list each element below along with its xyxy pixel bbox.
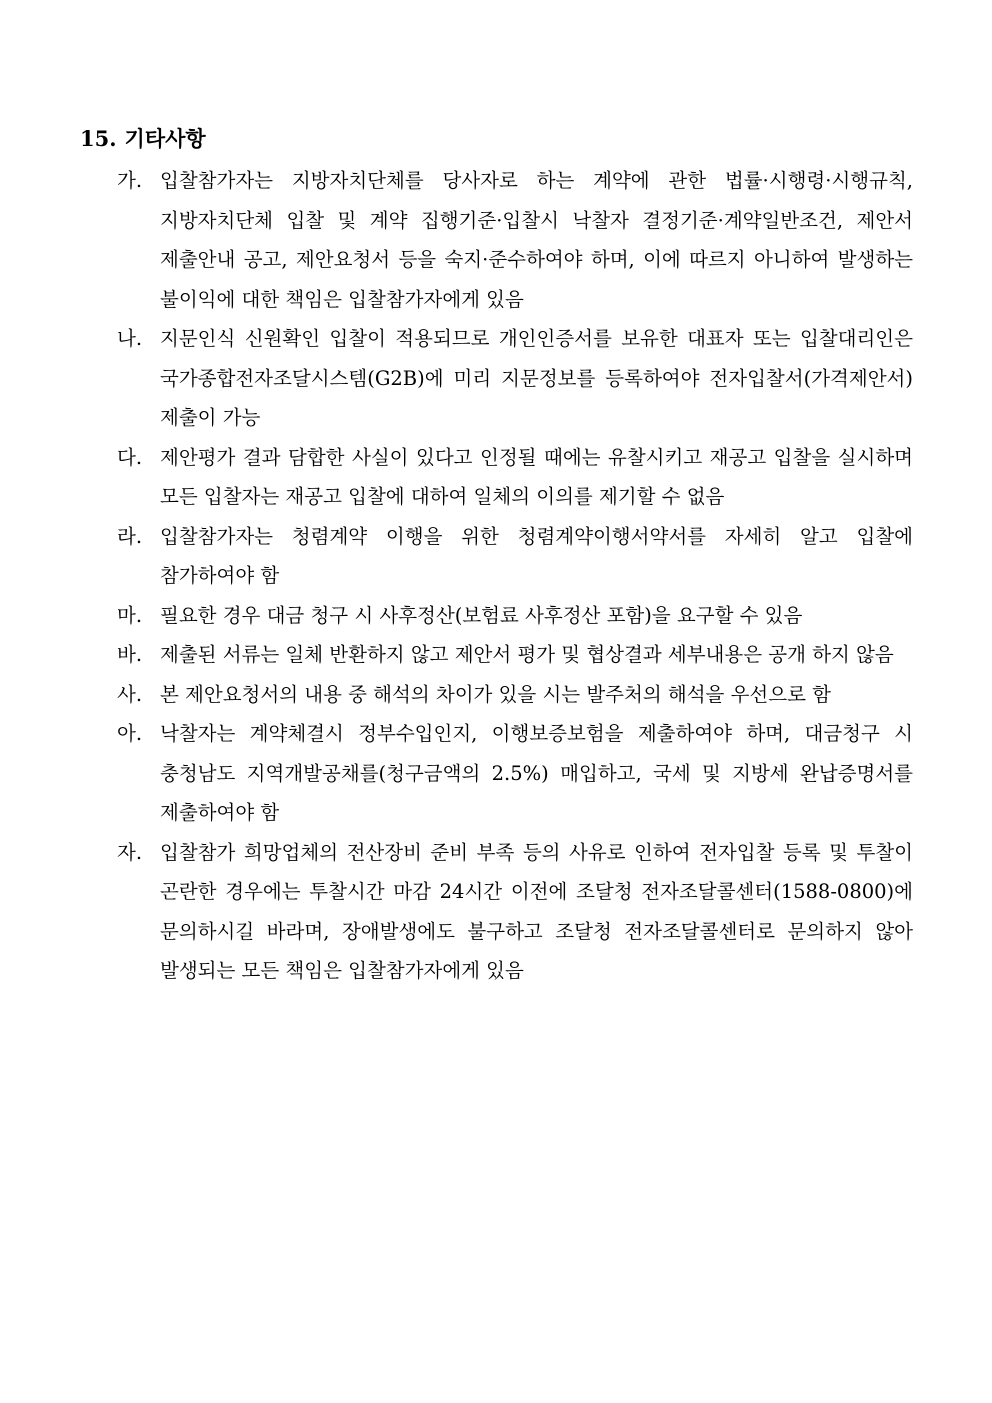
- list-item: [117, 161, 913, 319]
- item-text: 필요한 경우 대금 청구 시 사후정산(보험료 사후정산 포함)을 요구할 수 있음: [160, 603, 803, 627]
- item-text: 입찰참가자는 청렴계약 이행을 위한 청렴계약이행서약서를 자세히 알고 입찰에 참가하여야 함: [160, 524, 913, 587]
- section-title: 기타사항: [124, 126, 206, 151]
- item-marker: 사.: [117, 682, 143, 706]
- item-marker: 가.: [117, 169, 143, 192]
- item-marker: 바.: [117, 643, 143, 666]
- item-marker: 자.: [117, 840, 143, 864]
- item-list: [117, 161, 913, 991]
- item-marker: 아.: [117, 722, 143, 745]
- list-item: [117, 675, 913, 715]
- list-item: [117, 438, 913, 517]
- item-marker: 마.: [117, 603, 143, 627]
- item-text: 제안평가 결과 담합한 사실이 있다고 인정될 때에는 유찰시키고 재공고 입찰을 실시하며 모든 입찰자는 재공고 입찰에 대하여 일체의 이의를 제기할 수 없음: [160, 445, 913, 508]
- item-text: 제출된 서류는 일체 반환하지 않고 제안서 평가 및 협상결과 세부내용은 공개 하지 않음: [160, 643, 894, 666]
- item-text: 낙찰자는 계약체결시 정부수입인지, 이행보증보험을 제출하여야 하며, 대금청구 시 충청남도 지역개발공채를(청구금액의 2.5%) 매입하고, 국세 및 지방세 완납증명서를 제출하여야 함: [160, 722, 913, 824]
- list-item: [117, 833, 913, 991]
- list-item: [117, 596, 913, 636]
- item-marker: 다.: [117, 445, 143, 469]
- item-text: 입찰참가 희망업체의 전산장비 준비 부족 등의 사유로 인하여 전자입찰 등록 및 투찰이 곤란한 경우에는 투찰시간 마감 24시간 이전에 조달청 전자조달콜센터(1588-0800)에 문의하시길 바라며, 장애발생에도 불구하고 조달청 전자조달콜센터로 문의하지 않아 발생되는 모든 책임은 입찰참가자에게 있음: [160, 840, 913, 982]
- section-number: 15.: [80, 126, 117, 151]
- list-item: [117, 517, 913, 596]
- list-item: [117, 319, 913, 438]
- list-item: [117, 635, 913, 675]
- item-marker: 나.: [117, 327, 143, 350]
- list-item: [117, 714, 913, 833]
- section-heading: [80, 122, 206, 156]
- item-marker: 라.: [117, 524, 143, 548]
- item-text: 본 제안요청서의 내용 중 해석의 차이가 있을 시는 발주처의 해석을 우선으로 함: [160, 682, 831, 706]
- item-text: 입찰참가자는 지방자치단체를 당사자로 하는 계약에 관한 법률·시행령·시행규칙, 지방자치단체 입찰 및 계약 집행기준·입찰시 낙찰자 결정기준·계약일반조건, 제안서 제출안내 공고, 제안요청서 등을 숙지·준수하여야 하며, 이에 따르지 아니하여 발생하는 불이익에 대한 책임은 입찰참가자에게 있음: [160, 169, 913, 311]
- item-text: 지문인식 신원확인 입찰이 적용되므로 개인인증서를 보유한 대표자 또는 입찰대리인은 국가종합전자조달시스템(G2B)에 미리 지문정보를 등록하여야 전자입찰서(가격제안서) 제출이 가능: [160, 327, 913, 429]
